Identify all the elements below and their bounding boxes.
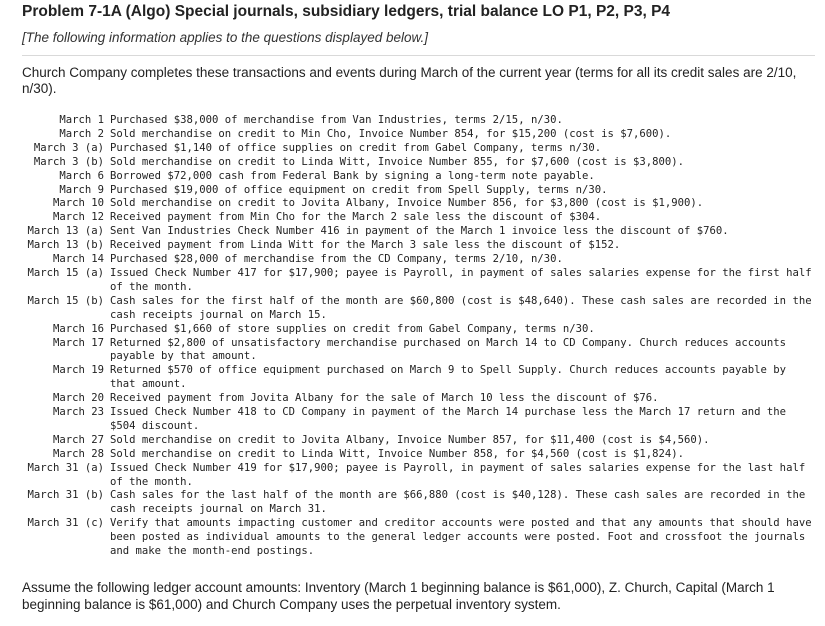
transaction-date: March 27 (52, 433, 104, 446)
transaction-date: March 31 (b) (27, 489, 104, 502)
transaction-row (16, 517, 816, 559)
transaction-text: Issued Check Number 419 for $17,900; payee is Payroll, in payment of sales salaries expense for the last half of the month. (110, 461, 806, 488)
transaction-date: March 13 (b) (27, 239, 104, 252)
transaction-text: Issued Check Number 417 for $17,900; payee is Payroll, in payment of sales salaries expense for the first half of the month. (110, 266, 812, 293)
transaction-row (16, 364, 816, 392)
transaction-text: Returned $2,800 of unsatisfactory merchandise purchased on March 14 to CD Company. Church reduces accounts payable by that amount. (110, 336, 787, 363)
transaction-date: March 3 (a) (33, 141, 104, 154)
transaction-text: Sold merchandise on credit to Linda Witt, Invoice Number 858, for $4,560 (cost is $1,824). (110, 447, 685, 460)
transaction-text: Returned $570 of office equipment purchased on March 9 to Spell Supply. Church reduces accounts payable by that amount. (110, 364, 787, 391)
transaction-date: March 31 (c) (27, 517, 104, 530)
transaction-text: Purchased $28,000 of merchandise from the CD Company, terms 2/10, n/30. (110, 253, 563, 266)
transaction-text: Cash sales for the last half of the month are $66,880 (cost is $40,128). These cash sales are recorded in the cash receipts journal on March 31. (110, 489, 806, 516)
transaction-row (16, 489, 816, 517)
problem-subtitle: [The following information applies to the questions displayed below.] (22, 30, 428, 45)
transaction-text: Received payment from Jovita Albany for the sale of March 10 less the discount of $76. (110, 392, 659, 405)
transaction-row (16, 156, 816, 170)
transaction-row (16, 448, 816, 462)
transaction-row (16, 114, 816, 128)
transaction-list (16, 114, 816, 559)
section-divider (22, 55, 815, 56)
transaction-date: March 16 (52, 322, 104, 335)
transaction-text: Sent Van Industries Check Number 416 in payment of the March 1 invoice less the discount of $760. (110, 225, 729, 238)
problem-title: Problem 7-1A (Algo) Special journals, subsidiary ledgers, trial balance LO P1, P2, P3, P4 (22, 3, 671, 20)
transaction-date: March 3 (b) (33, 155, 104, 168)
transaction-date: March 15 (b) (27, 294, 104, 307)
transaction-text: Sold merchandise on credit to Linda Witt, Invoice Number 855, for $7,600 (cost is $3,800). (110, 155, 685, 168)
transaction-date: March 12 (52, 211, 104, 224)
transaction-row (16, 197, 816, 211)
transaction-row (16, 142, 816, 156)
transaction-row (16, 295, 816, 323)
transaction-row (16, 434, 816, 448)
transaction-date: March 14 (52, 253, 104, 266)
transaction-date: March 17 (52, 336, 104, 349)
intro-paragraph: Church Company completes these transactions and events during March of the current year (terms for all its credit sales are 2/10, n/30). (22, 65, 797, 96)
transaction-row (16, 239, 816, 253)
transaction-text: Purchased $1,140 of office supplies on credit from Gabel Company, terms n/30. (110, 141, 602, 154)
transaction-text: Verify that amounts impacting customer and creditor accounts were posted and that any amounts that should have been posted as individual amounts to the general ledger accounts were posted. Foot and crossfoot the journals and make the month-end postings. (110, 517, 812, 558)
transaction-row (16, 128, 816, 142)
transaction-text: Issued Check Number 418 to CD Company in payment of the March 14 purchase less the March 17 return and the $504 discount. (110, 406, 787, 432)
transaction-text: Sold merchandise on credit to Jovita Albany, Invoice Number 856, for $3,800 (cost is $1,900). (110, 197, 704, 210)
transaction-date: March 20 (52, 392, 104, 405)
transaction-row (16, 211, 816, 225)
transaction-row (16, 184, 816, 198)
transaction-date: March 19 (52, 364, 104, 377)
transaction-date: March 10 (52, 197, 104, 210)
transaction-text: Borrowed $72,000 cash from Federal Bank by signing a long-term note payable. (110, 169, 595, 182)
transaction-date: March 23 (52, 406, 104, 419)
transaction-row (16, 267, 816, 295)
transaction-text: Purchased $38,000 of merchandise from Van Industries, terms 2/15, n/30. (110, 114, 563, 126)
transaction-row (16, 392, 816, 406)
transaction-text: Purchased $19,000 of office equipment on credit from Spell Supply, terms n/30. (110, 183, 608, 196)
transaction-date: March 13 (a) (27, 225, 104, 238)
transaction-date: March 15 (a) (27, 266, 104, 279)
transaction-text: Sold merchandise on credit to Min Cho, Invoice Number 854, for $15,200 (cost is $7,600). (110, 127, 672, 140)
transaction-text: Purchased $1,660 of store supplies on credit from Gabel Company, terms n/30. (110, 322, 595, 335)
transaction-date: March 28 (52, 447, 104, 460)
transaction-date: March 2 (59, 127, 104, 140)
assumption-paragraph: Assume the following ledger account amounts: Inventory (March 1 beginning balance is $61,000), Z. Church, Capital (March 1 beginning balance is $61,000) and Church Company uses the perpetual inventory system. (22, 580, 775, 612)
transaction-date: March 6 (59, 169, 104, 182)
transaction-row (16, 406, 816, 434)
transaction-row (16, 323, 816, 337)
transaction-row (16, 462, 816, 490)
transaction-row (16, 337, 816, 365)
transaction-row (16, 253, 816, 267)
transaction-row (16, 225, 816, 239)
transaction-text: Received payment from Min Cho for the March 2 sale less the discount of $304. (110, 211, 602, 224)
transaction-text: Cash sales for the first half of the month are $60,800 (cost is $48,640). These cash sales are recorded in the cash receipts journal on March 15. (110, 294, 812, 321)
transaction-date: March 9 (59, 183, 104, 196)
transaction-text: Sold merchandise on credit to Jovita Albany, Invoice Number 857, for $11,400 (cost is $4,560). (110, 433, 710, 446)
transaction-date: March 31 (a) (27, 461, 104, 474)
transaction-date: March 1 (59, 114, 104, 126)
transaction-text: Received payment from Linda Witt for the March 3 sale less the discount of $152. (110, 239, 621, 252)
transaction-row (16, 170, 816, 184)
